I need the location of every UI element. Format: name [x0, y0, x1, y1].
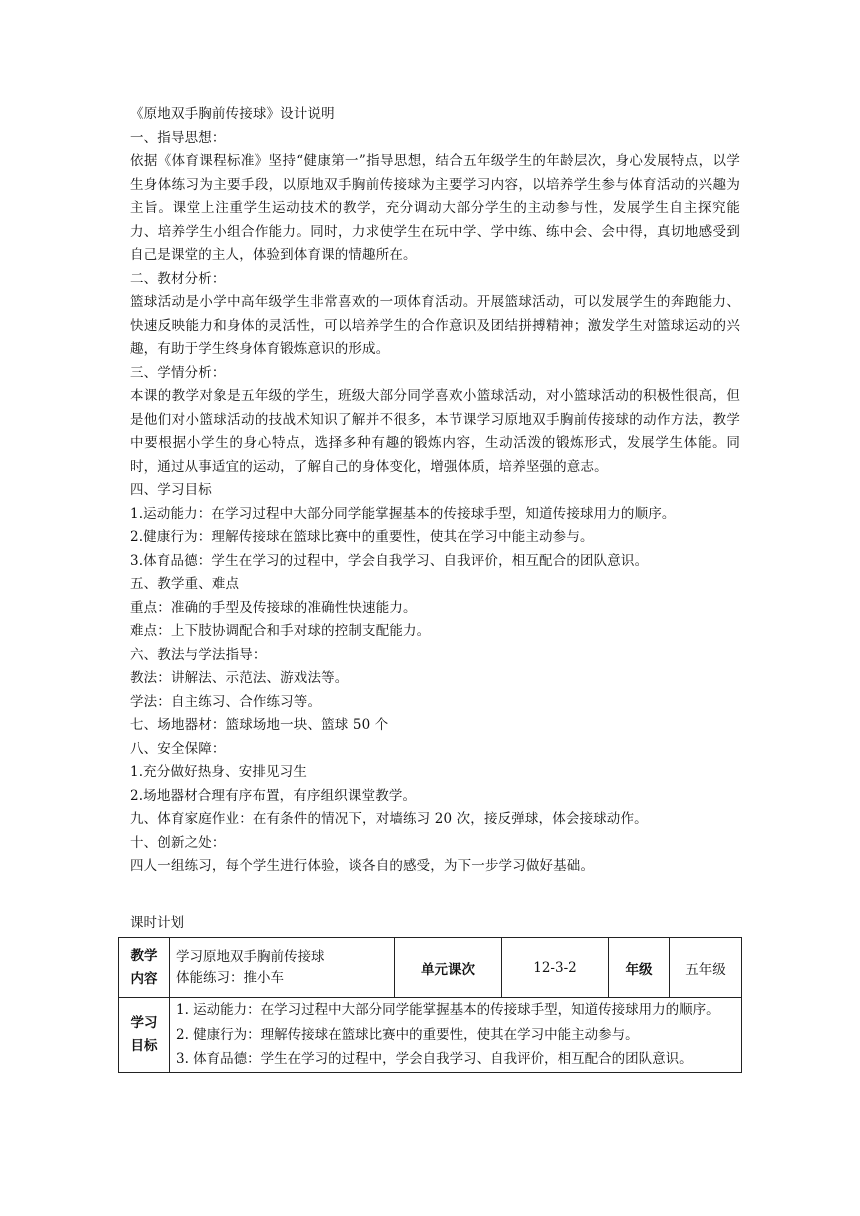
- goals-cell: [170, 998, 742, 1073]
- goal-line: 1. 运动能力：在学习过程中大部分同学能掌握基本的传接球手型，知道传接球用力的顺序。: [176, 1002, 720, 1018]
- section-heading: 三、学情分析：: [130, 364, 226, 381]
- grade-value-cell: 五年级: [670, 938, 742, 998]
- section-line: 1.运动能力：在学习过程中大部分同学能掌握基本的传接球手型，知道传接球用力的顺序。: [130, 505, 676, 522]
- section-heading: 四、学习目标: [130, 482, 212, 498]
- section-line: 教法：讲解法、示范法、游戏法等。: [130, 670, 349, 686]
- table-row: [119, 998, 742, 1073]
- document-title: 《原地双手胸前传接球》设计说明: [130, 106, 335, 122]
- goals-label-line: 学习: [130, 1014, 158, 1031]
- section-body: 篮球活动是小学中高年级学生非常喜欢的一项体育活动。开展篮球活动，可以发展学生的奔跑能力、快速反映能力和身体的灵活性，可以培养学生的合作意识及团结拼搏精神；激发学生对篮球运动的兴趣，有助于学生终身体育锻炼意识的形成。: [130, 294, 740, 357]
- section-line: 2.健康行为：理解传接球在篮球比赛中的重要性，使其在学习中能主动参与。: [130, 529, 594, 545]
- unit-value-cell: 12-3-2: [502, 938, 609, 998]
- content-label-line: 内容: [130, 970, 158, 987]
- section-line: 难点：上下肢协调配合和手对球的控制支配能力。: [130, 623, 431, 639]
- section-heading: 七、场地器材：篮球场地一块、篮球 50 个: [130, 717, 389, 733]
- table-row: [119, 938, 742, 998]
- section-heading: 二、教材分析：: [130, 270, 226, 287]
- section-body: 本课的教学对象是五年级的学生，班级大部分同学喜欢小篮球活动，对小篮球活动的积极性很高，但是他们对小篮球活动的技战术知识了解并不很多，本节课学习原地双手胸前传接球的动作方法，教学中要根据小学生的身心特点，选择多种有趣的锻炼内容，生动活泼的锻炼形式，发展学生体能。同时，通过从事适宜的运动，了解自己的身体变化，增强体质，培养坚强的意志。: [130, 388, 740, 475]
- section-line: 1.充分做好热身、安排见习生: [130, 764, 307, 780]
- content-line: 学习原地双手胸前传接球: [176, 948, 325, 965]
- goals-label-cell: [119, 998, 170, 1073]
- section-body: 依据《体育课程标准》坚持“健康第一”指导思想，结合五年级学生的年龄层次，身心发展特点，以学生身体练习为主要手段，以原地双手胸前传接球为主要学习内容，以培养学生参与体育活动的兴趣为主旨。课堂上注重学生运动技术的教学，充分调动大部分学生的主动参与性，发展学生自主探究能力、培养学生小组合作能力。同时，力求使学生在玩中学、学中练、练中会、会中得，真切地感受到自己是课堂的主人，体验到体育课的情趣所在。: [130, 153, 740, 263]
- content-label-cell: [119, 938, 170, 998]
- section-line: 3.体育品德：学生在学习的过程中，学会自我学习、自我评价，相互配合的团队意识。: [130, 552, 649, 569]
- lesson-plan-title: 课时计划: [130, 915, 184, 931]
- section-line: 学法：自主练习、合作练习等。: [130, 693, 322, 710]
- unit-label-cell: 单元课次: [395, 938, 502, 998]
- content-line: 体能练习：推小车: [176, 969, 284, 986]
- goal-line: 3. 体育品德：学生在学习的过程中，学会自我学习、自我评价，相互配合的团队意识。: [176, 1051, 693, 1067]
- section-line: 2.场地器材合理有序布置，有序组织课堂教学。: [130, 787, 417, 804]
- section-heading: 九、体育家庭作业：在有条件的情况下，对墙练习 20 次，接反弹球，体会接球动作。: [130, 811, 648, 827]
- grade-label-cell: 年级: [609, 938, 670, 998]
- section-line: 四人一组练习，每个学生进行体验，谈各自的感受，为下一步学习做好基础。: [130, 858, 595, 874]
- content-label-line: 教学: [130, 947, 158, 964]
- lesson-plan-table: [118, 937, 742, 1073]
- section-heading: 十、创新之处：: [130, 834, 226, 851]
- section-line: 重点：准确的手型及传接球的准确性快速能力。: [130, 599, 417, 616]
- section-heading: 五、教学重、难点: [130, 576, 240, 592]
- design-description: [130, 103, 740, 879]
- content-cell: [170, 938, 395, 998]
- section-heading: 一、指导思想：: [130, 129, 226, 146]
- section-heading: 八、安全保障：: [130, 740, 226, 757]
- section-heading: 六、教法与学法指导：: [130, 646, 267, 663]
- goals-label-line: 目标: [130, 1037, 158, 1054]
- goal-line: 2. 健康行为：理解传接球在篮球比赛中的重要性，使其在学习中能主动参与。: [176, 1026, 639, 1043]
